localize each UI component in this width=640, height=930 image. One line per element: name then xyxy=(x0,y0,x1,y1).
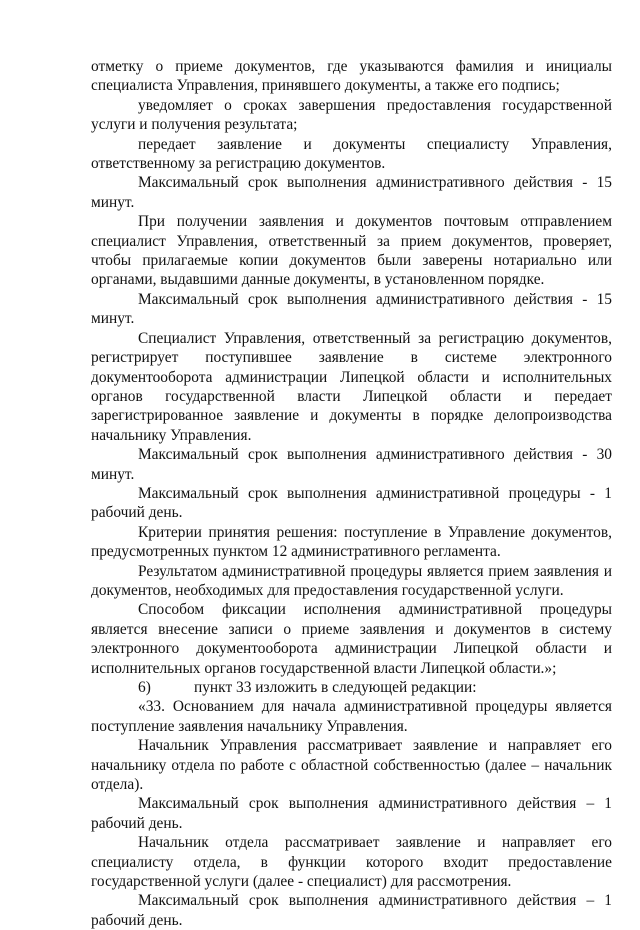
paragraph-14: Начальник Управления рассматривает заявление и направляет его начальнику отдела по работе с областной собственностью (далее – начальник отдела). xyxy=(91,737,612,794)
document-page xyxy=(91,57,612,930)
paragraph-12: Способом фиксации исполнения административной процедуры является внесение записи о приеме заявления и документов в систему электронного документооборота администрации Липецкой области и исполнительных органов государственной власти Липецкой области.»; xyxy=(91,601,612,677)
paragraph-10: Критерии принятия решения: поступление в Управление документов, предусмотренных пунктом 12 административного регламента. xyxy=(91,523,612,561)
list-item-6 xyxy=(91,678,612,697)
paragraph-3: передает заявление и документы специалисту Управления, ответственному за регистрацию документов. xyxy=(91,135,612,173)
paragraph-5: При получении заявления и документов почтовым отправлением специалист Управления, ответственный за прием документов, проверяет, чтобы прилагаемые копии документов были заверены нотариально или органами, выдавшими данные документы, в установленном порядке. xyxy=(91,213,612,289)
list-item-text: пункт 33 изложить в следующей редакции: xyxy=(194,679,477,696)
paragraph-4: Максимальный срок выполнения административного действия - 15 минут. xyxy=(91,174,612,211)
paragraph-16: Начальник отдела рассматривает заявление и направляет его специалисту отдела, в функции которого входит предоставление государственной услуги (далее - специалист) для рассмотрения. xyxy=(91,834,612,891)
paragraph-2: уведомляет о сроках завершения предоставления государственной услуги и получения результата; xyxy=(91,96,612,134)
paragraph-11: Результатом административной процедуры является прием заявления и документов, необходимых для предоставления государственной услуги. xyxy=(91,562,612,599)
paragraph-8: Максимальный срок выполнения административного действия - 30 минут. xyxy=(91,446,612,483)
paragraph-1: отметку о приеме документов, где указываются фамилия и инициалы специалиста Управления, принявшего документы, а также его подпись; xyxy=(91,58,612,95)
paragraph-7: Специалист Управления, ответственный за регистрацию документов, регистрирует поступившее заявление в системе электронного документооборота администрации Липецкой области и исполнительных органов государственной власти Липецкой области и передает зарегистрированное заявление и документы в порядке делопроизводства начальнику Управления. xyxy=(91,329,612,444)
paragraph-6: Максимальный срок выполнения административного действия - 15 минут. xyxy=(91,290,612,328)
list-item-number: 6) xyxy=(138,679,151,696)
paragraph-13: «33. Основанием для начала административной процедуры является поступление заявления начальнику Управления. xyxy=(91,698,612,735)
paragraph-9: Максимальный срок выполнения административной процедуры - 1 рабочий день. xyxy=(91,484,612,522)
paragraph-17: Максимальный срок выполнения административного действия – 1 рабочий день. xyxy=(91,892,612,929)
paragraph-15: Максимальный срок выполнения административного действия – 1 рабочий день. xyxy=(91,795,612,832)
